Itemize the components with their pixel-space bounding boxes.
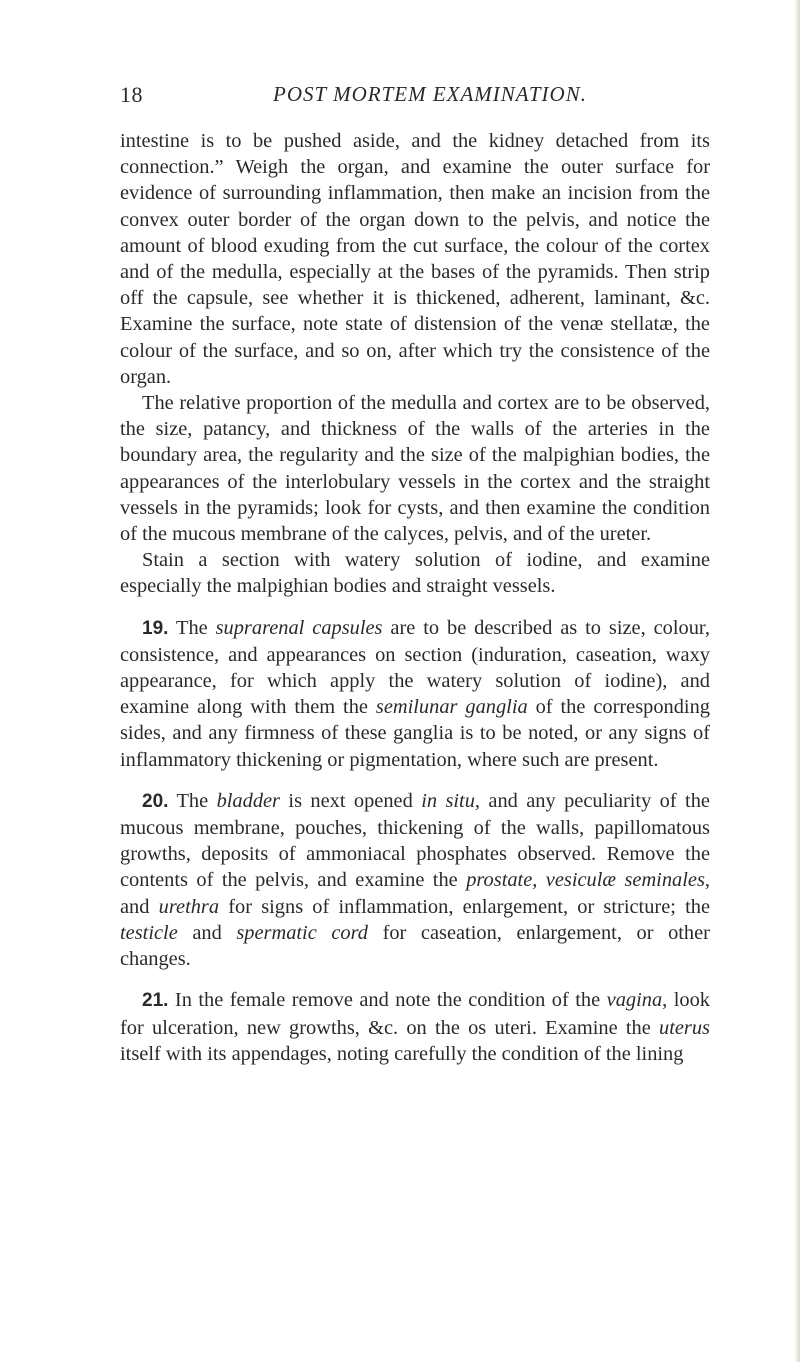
section-19: 19. The suprarenal capsules are to be described as to size, colour, consistence, and appearances on section (induration, caseation, waxy appearance, for which apply the watery solution of iodine), and examine along with them the semilunar ganglia of the corresponding sides, and any firmness of these ganglia is to be noted, or any signs of inflammatory thickening or pigmentation, where such are present.	[120, 616, 710, 771]
section-number: 21.	[142, 990, 169, 1012]
section-number: 20.	[142, 790, 169, 812]
emphasis-term: vagina	[606, 989, 663, 1012]
emphasis-term: in situ	[421, 789, 475, 812]
paragraph-iodine-stain: Stain a section with watery solution of iodine, and examine especially the malpighian bodies and straight vessels.	[120, 549, 710, 598]
page-header	[120, 82, 710, 112]
paragraph-kidney-examination: intestine is to be pushed aside, and the kidney detached from its connection.” Weigh the organ, and examine the outer surface for evidence of surrounding inflammation, then make an incision from the convex outer border of the organ down to the pelvis, and notice the amount of blood exuding from the cut surface, the colour of the cortex and of the medulla, especially at the bases of the pyramids. Then strip off the capsule, see whether it is thickened, adherent, laminant, &c. Examine the surface, note state of distension of the venæ stellatæ, the colour of the surface, and so on, after which try the consistence of the organ.	[120, 130, 710, 388]
page-edge-shadow	[794, 0, 800, 1362]
section-21: 21. In the female remove and note the condition of the vagina, look for ulceration, new growths, &c. on the os uteri. Examine the uterus itself with its appendages, noting carefully the condition of the lining	[120, 989, 710, 1065]
emphasis-term: uterus	[659, 1016, 710, 1039]
emphasis-term: suprarenal capsules	[215, 616, 383, 639]
section-20: 20. The bladder is next opened in situ, and any peculiarity of the mucous membrane, pouches, thickening of the walls, papillomatous growths, deposits of ammoniacal phosphates observed. Remove the contents of the pelvis, and examine the prostate, vesiculæ seminales, and urethra for signs of inflammation, enlargement, or stricture; the testicle and spermatic cord for caseation, enlargement, or other changes.	[120, 789, 710, 971]
emphasis-term: testicle	[120, 921, 178, 944]
body-text	[120, 128, 710, 1067]
section-number: 19.	[142, 617, 169, 639]
running-title: POST MORTEM EXAMINATION.	[273, 82, 587, 106]
emphasis-term: urethra	[158, 895, 220, 918]
page-number: 18	[120, 82, 143, 107]
paragraph-medulla-cortex: The relative proportion of the medulla and cortex are to be observed, the size, patancy, and thickness of the walls of the arteries in the boundary area, the regularity and the size of the malpighian bodies, the appearances of the interlobulary vessels in the cortex and the straight vessels in the pyramids; look for cysts, and then examine the condition of the mucous membrane of the calyces, pelvis, and of the ureter.	[120, 392, 710, 546]
emphasis-term: prostate, vesiculæ seminales	[466, 869, 705, 892]
emphasis-term: bladder	[216, 789, 280, 812]
emphasis-term: spermatic cord	[236, 921, 368, 944]
emphasis-term: semilunar ganglia	[375, 696, 528, 719]
